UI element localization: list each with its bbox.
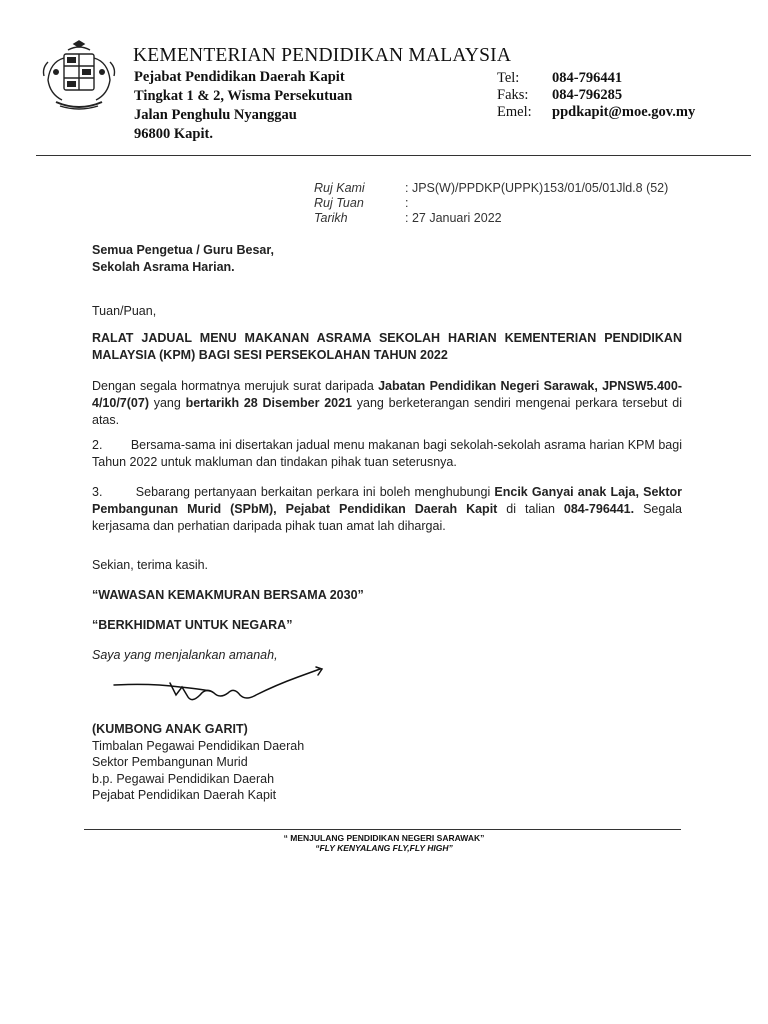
- email-value: ppdkapit@moe.gov.my: [552, 104, 696, 120]
- ministry-name: KEMENTERIAN PENDIDIKAN MALAYSIA: [133, 45, 512, 66]
- email-label: Emel:: [497, 104, 532, 120]
- signatory-title-line: b.p. Pegawai Pendidikan Daerah: [92, 771, 275, 786]
- our-ref-value: : JPS(W)/PPDKP(UPPK)153/01/05/01Jld.8 (52): [405, 181, 669, 195]
- signatory-block: [92, 721, 304, 804]
- signatory-title-line: Sektor Pembangunan Murid: [92, 755, 248, 769]
- date-value: : 27 Januari 2022: [405, 211, 502, 225]
- address-line: 96800 Kapit.: [134, 126, 213, 142]
- p2-text: 2. Bersama-sama ini disertakan jadual menu makanan bagi sekolah-sekolah asrama harian KPM bagi Tahun 2022 untuk makluman dan tindakan pihak tuan seterusnya.: [92, 438, 682, 469]
- footer-tagline: “FLY KENYALANG FLY,FLY HIGH”: [315, 843, 453, 853]
- p1-text: Dengan segala hormatnya merujuk surat daripada: [92, 379, 379, 393]
- p3-phone: 084-796441.: [563, 502, 635, 516]
- paragraph-3: [92, 484, 682, 535]
- address-line: Pejabat Pendidikan Daerah Kapit: [134, 69, 345, 85]
- p1-source: Jabatan Pendidikan Negeri Sarawak, JPNSW5.400-4/10/7(07): [92, 379, 682, 410]
- p3-text: di talian: [497, 502, 564, 516]
- paragraph-1: [92, 378, 682, 429]
- your-ref-value: :: [405, 196, 409, 210]
- p3-contact: Encik Ganyai anak Laja, Sektor Pembangunan Murid (SPbM), Pejabat Pendidikan Daerah Kapit: [92, 485, 683, 516]
- p1-text: yang berketerangan sendiri mengenai perkara tersebut di atas.: [92, 396, 682, 427]
- paragraph-2: [92, 437, 682, 471]
- motto-wawasan: “WAWASAN KEMAKMURAN BERSAMA 2030”: [92, 588, 364, 602]
- address-line: Jalan Penghulu Nyanggau: [134, 107, 297, 123]
- address-line: Tingkat 1 & 2, Wisma Persekutuan: [134, 88, 353, 104]
- coat-of-arms-icon: [36, 40, 122, 116]
- header-divider: [36, 155, 751, 156]
- p1-date: bertarikh 28 Disember 2021: [185, 396, 353, 410]
- recipient-block: [92, 242, 274, 276]
- p3-text: Segala kerjasama dan perhatian daripada pihak tuan amat lah dihargai.: [92, 502, 682, 533]
- recipient-line: Sekolah Asrama Harian.: [92, 260, 235, 274]
- your-ref-label: Ruj Tuan: [314, 196, 364, 210]
- tel-label: Tel:: [497, 70, 520, 86]
- tel-value: 084-796441: [552, 70, 623, 86]
- signature-icon: [110, 665, 330, 715]
- motto-berkhidmat: “BERKHIDMAT UNTUK NEGARA”: [92, 618, 293, 632]
- office-address: [134, 68, 352, 144]
- signatory-title-line: Pejabat Pendidikan Daerah Kapit: [92, 788, 277, 802]
- letter-subject: RALAT JADUAL MENU MAKANAN ASRAMA SEKOLAH HARIAN KEMENTERIAN PENDIDIKAN MALAYSIA (KPM) BAGI SESI PERSEKOLAHAN TAHUN 2022: [92, 331, 682, 362]
- date-label: Tarikh: [314, 211, 348, 225]
- fax-value: 084-796285: [552, 87, 623, 103]
- salutation: Tuan/Puan,: [92, 304, 157, 318]
- recipient-line: Semua Pengetua / Guru Besar,: [92, 243, 275, 257]
- p3-text: 3. Sebarang pertanyaan berkaitan perkara ini boleh menghubungi: [92, 485, 495, 499]
- fax-label: Faks:: [497, 87, 529, 103]
- footer-slogan: “ MENJULANG PENDIDIKAN NEGERI SARAWAK”: [283, 833, 485, 843]
- closing-thanks: Sekian, terima kasih.: [92, 558, 209, 572]
- footer-divider: [84, 829, 681, 830]
- p1-text: yang: [148, 396, 186, 410]
- closing-trust: Saya yang menjalankan amanah,: [92, 648, 278, 662]
- our-ref-label: Ruj Kami: [314, 181, 365, 195]
- signatory-name: (KUMBONG ANAK GARIT): [92, 722, 248, 736]
- signatory-title-line: Timbalan Pegawai Pendidikan Daerah: [92, 738, 305, 753]
